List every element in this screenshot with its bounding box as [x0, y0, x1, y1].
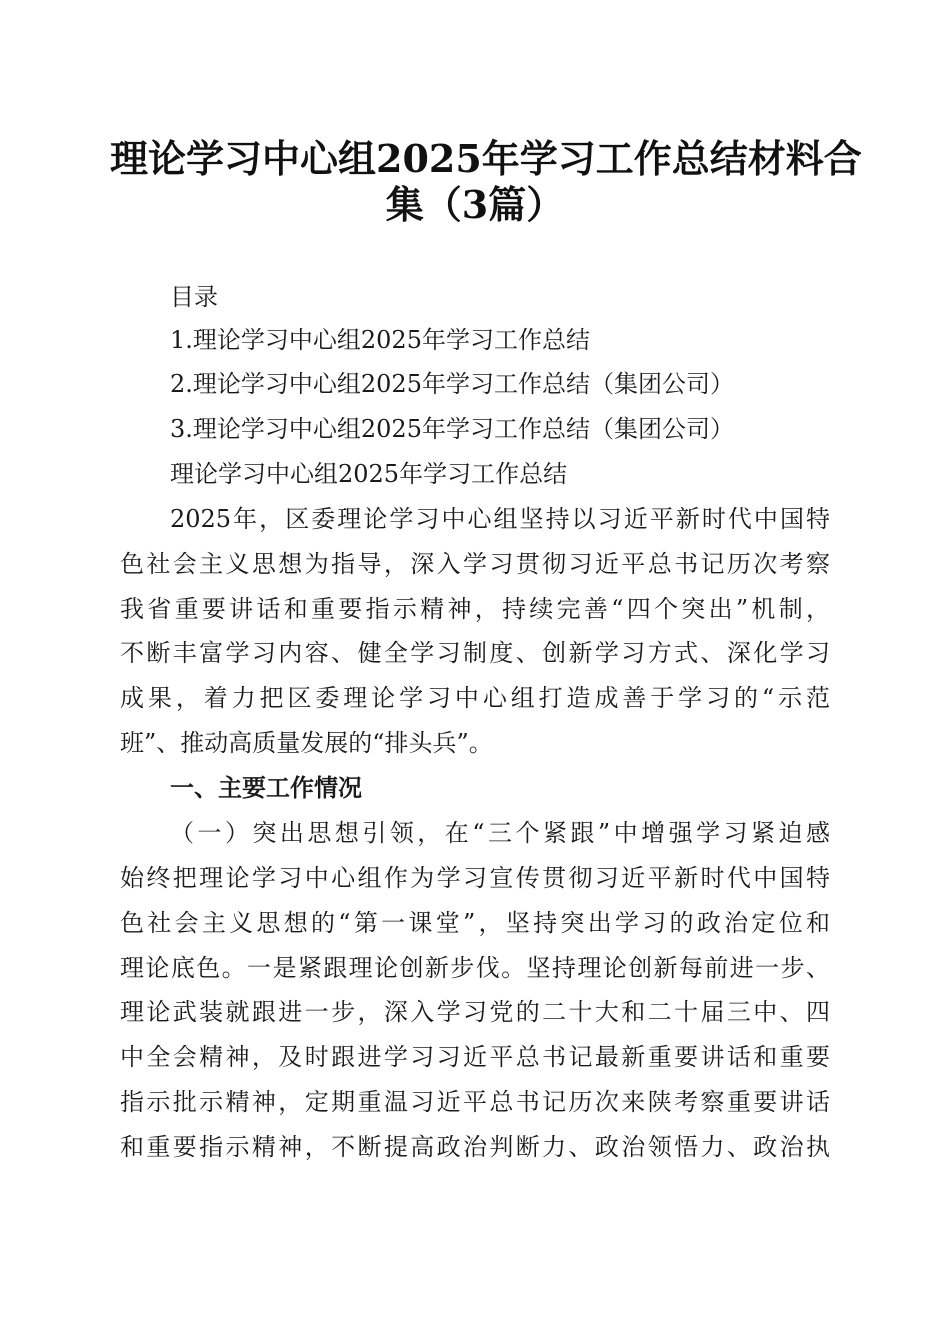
intro-line-5: 成果，着力把区委理论学习中心组打造成善于学习的“示范: [120, 684, 830, 712]
toc-item-3: 3.理论学习中心组2025年学习工作总结（集团公司）: [170, 415, 734, 443]
body-line-6: 指示批示精神，定期重温习近平总书记历次来陕考察重要讲话: [120, 1088, 830, 1116]
toc-item-2: 2.理论学习中心组2025年学习工作总结（集团公司）: [170, 370, 734, 398]
body-line-5: 中全会精神，及时跟进学习习近平总书记最新重要讲话和重要: [120, 1043, 830, 1071]
document-title-line-1: 理论学习中心组2025年学习工作总结材料合: [110, 136, 862, 181]
section-heading-1: 一、主要工作情况: [170, 774, 362, 802]
intro-line-6: 班”、推动高质量发展的“排头兵”。: [120, 729, 493, 757]
body-line-1: 始终把理论学习中心组作为学习宣传贯彻习近平新时代中国特: [120, 864, 830, 892]
intro-line-4: 不断丰富学习内容、健全学习制度、创新学习方式、深化学习: [120, 639, 830, 667]
body-line-2: 色社会主义思想的“第一课堂”，坚持突出学习的政治定位和: [120, 909, 830, 937]
body-line-4: 理论武装就跟进一步，深入学习党的二十大和二十届三中、四: [120, 998, 830, 1026]
toc-item-1: 1.理论学习中心组2025年学习工作总结: [170, 326, 590, 354]
intro-line-3: 我省重要讲话和重要指示精神，持续完善“四个突出”机制，: [120, 595, 830, 623]
article-subtitle: 理论学习中心组2025年学习工作总结: [170, 460, 568, 488]
subsection-heading-1: （一）突出思想引领，在“三个紧跟”中增强学习紧迫感: [170, 819, 830, 847]
toc-label: 目录: [170, 283, 218, 311]
body-line-7: 和重要指示精神，不断提高政治判断力、政治领悟力、政治执: [120, 1133, 830, 1161]
body-line-3: 理论底色。一是紧跟理论创新步伐。坚持理论创新每前进一步、: [120, 954, 830, 982]
document-title-line-2: 集（3篇）: [385, 182, 565, 227]
intro-line-2: 色社会主义思想为指导，深入学习贯彻习近平总书记历次考察: [120, 550, 830, 578]
intro-line-1: 2025年，区委理论学习中心组坚持以习近平新时代中国特: [170, 505, 830, 533]
